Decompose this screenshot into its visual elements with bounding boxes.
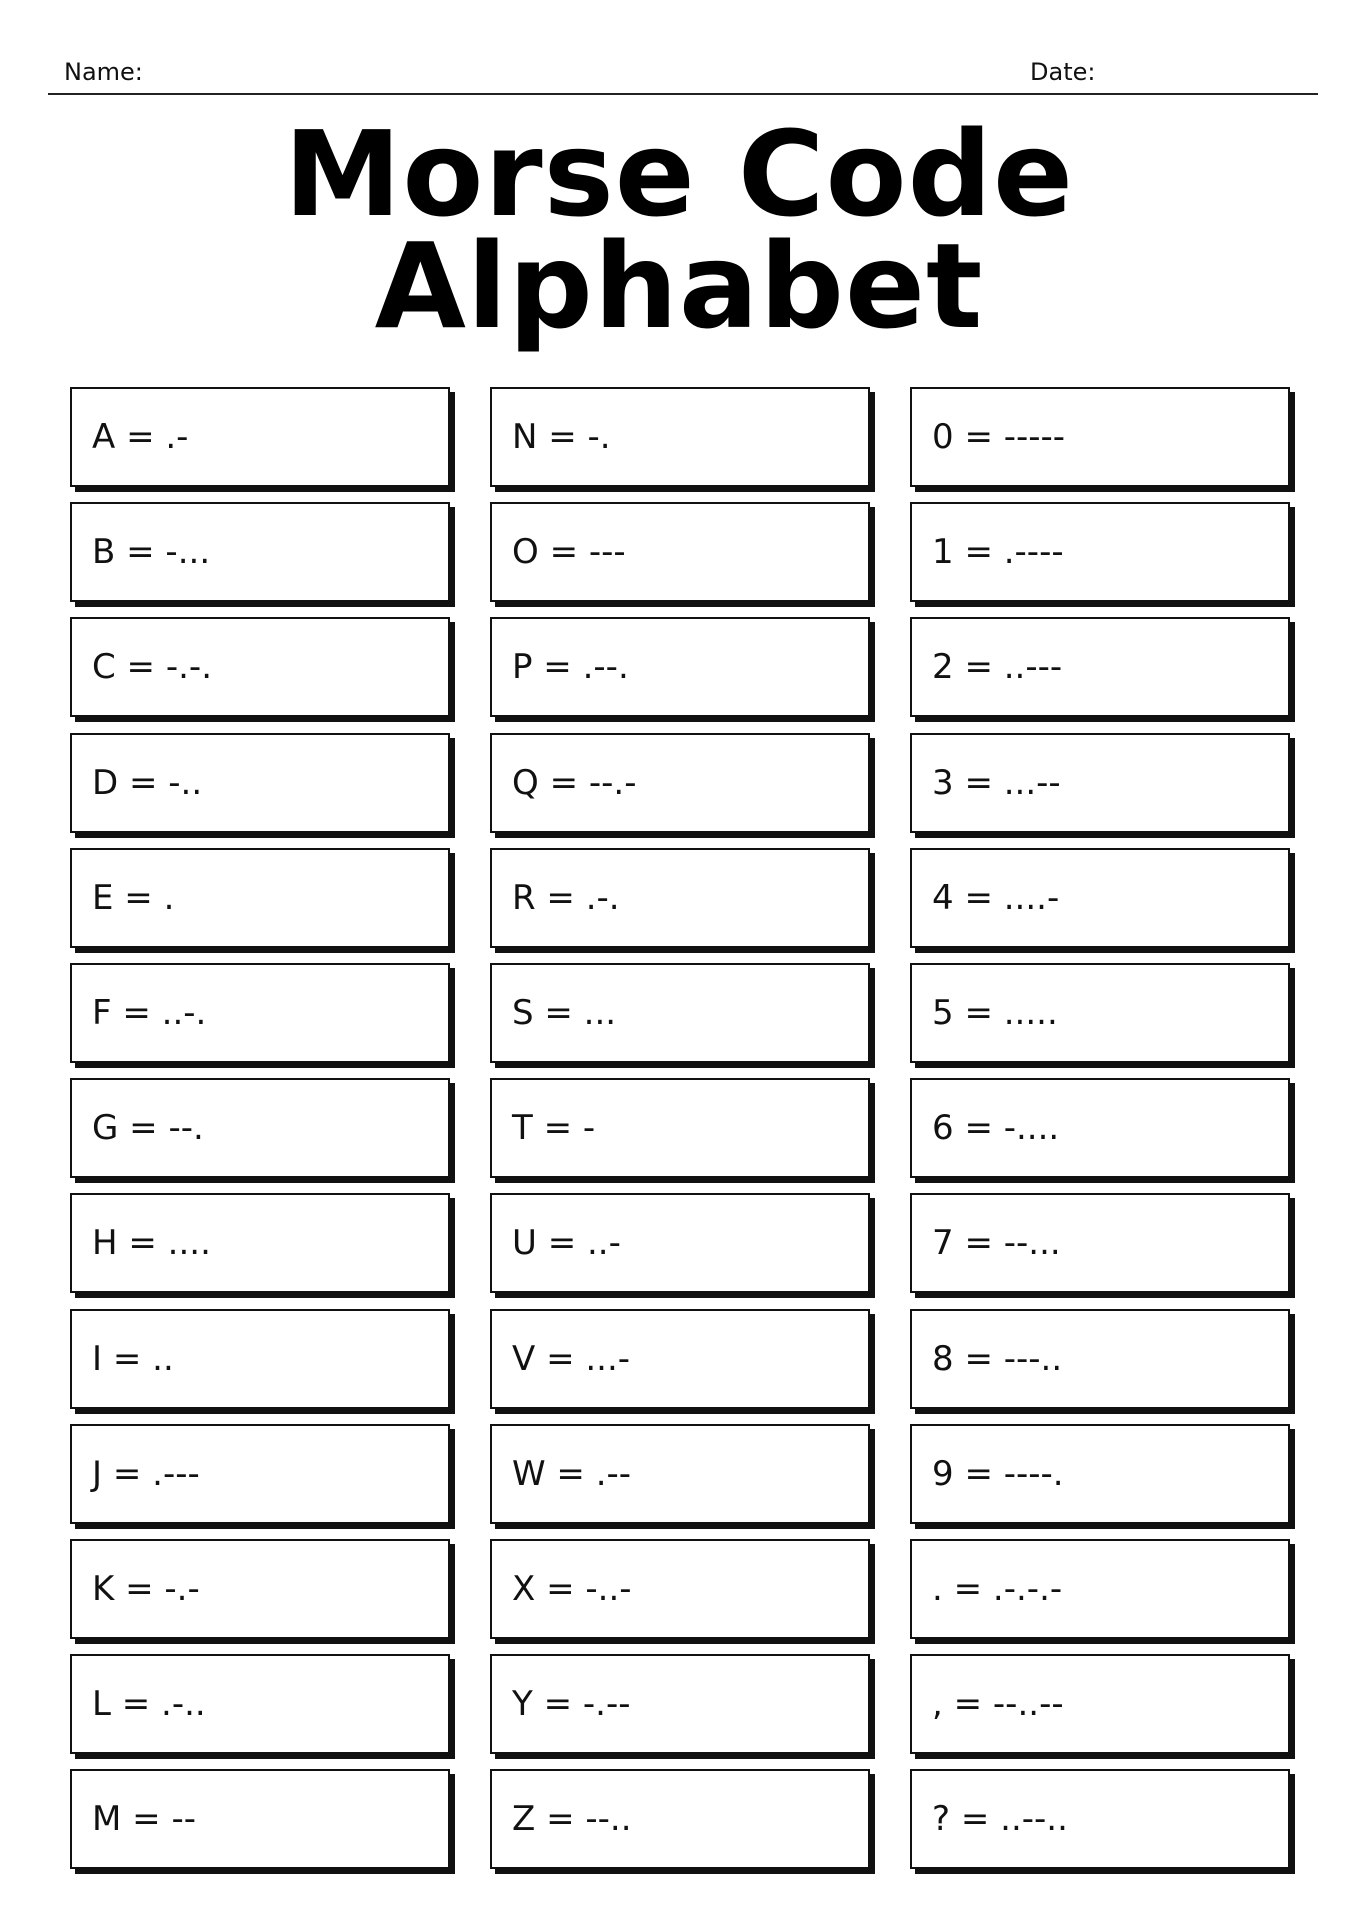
morse-card: 1 = .---- [910, 502, 1290, 602]
morse-card: T = - [490, 1078, 870, 1178]
morse-card: M = -- [70, 1769, 450, 1869]
date-label: Date: [1030, 58, 1096, 86]
morse-card: U = ..- [490, 1193, 870, 1293]
morse-card: X = -..- [490, 1539, 870, 1639]
morse-card: I = .. [70, 1309, 450, 1409]
header-line [48, 93, 1318, 95]
morse-card: Y = -.-- [490, 1654, 870, 1754]
morse-card: C = -.-. [70, 617, 450, 717]
morse-card: O = --- [490, 502, 870, 602]
morse-card: L = .-.. [70, 1654, 450, 1754]
morse-card: 9 = ----. [910, 1424, 1290, 1524]
morse-card: Q = --.- [490, 733, 870, 833]
morse-card: V = ...- [490, 1309, 870, 1409]
morse-card: K = -.- [70, 1539, 450, 1639]
title-line-2: Alphabet [374, 217, 984, 355]
morse-card: 5 = ..... [910, 963, 1290, 1063]
morse-card: H = .... [70, 1193, 450, 1293]
morse-code-grid [70, 387, 1290, 1869]
morse-card: P = .--. [490, 617, 870, 717]
name-label: Name: [64, 58, 143, 86]
morse-card: 0 = ----- [910, 387, 1290, 487]
title-line-1: Morse Code [283, 105, 1075, 243]
morse-card: 4 = ....- [910, 848, 1290, 948]
morse-card: Z = --.. [490, 1769, 870, 1869]
morse-card: W = .-- [490, 1424, 870, 1524]
morse-card: 6 = -.... [910, 1078, 1290, 1178]
morse-card: R = .-. [490, 848, 870, 948]
morse-card: G = --. [70, 1078, 450, 1178]
morse-card: E = . [70, 848, 450, 948]
morse-card: J = .--- [70, 1424, 450, 1524]
morse-card: 2 = ..--- [910, 617, 1290, 717]
morse-card: 3 = ...-- [910, 733, 1290, 833]
morse-card: S = ... [490, 963, 870, 1063]
morse-card: A = .- [70, 387, 450, 487]
morse-card: F = ..-. [70, 963, 450, 1063]
morse-card: B = -... [70, 502, 450, 602]
morse-card: . = .-.-.- [910, 1539, 1290, 1639]
page-title [0, 105, 1358, 355]
morse-card: 8 = ---.. [910, 1309, 1290, 1409]
morse-card: N = -. [490, 387, 870, 487]
morse-card: D = -.. [70, 733, 450, 833]
morse-card: , = --..-- [910, 1654, 1290, 1754]
morse-card: ? = ..--.. [910, 1769, 1290, 1869]
morse-card: 7 = --... [910, 1193, 1290, 1293]
